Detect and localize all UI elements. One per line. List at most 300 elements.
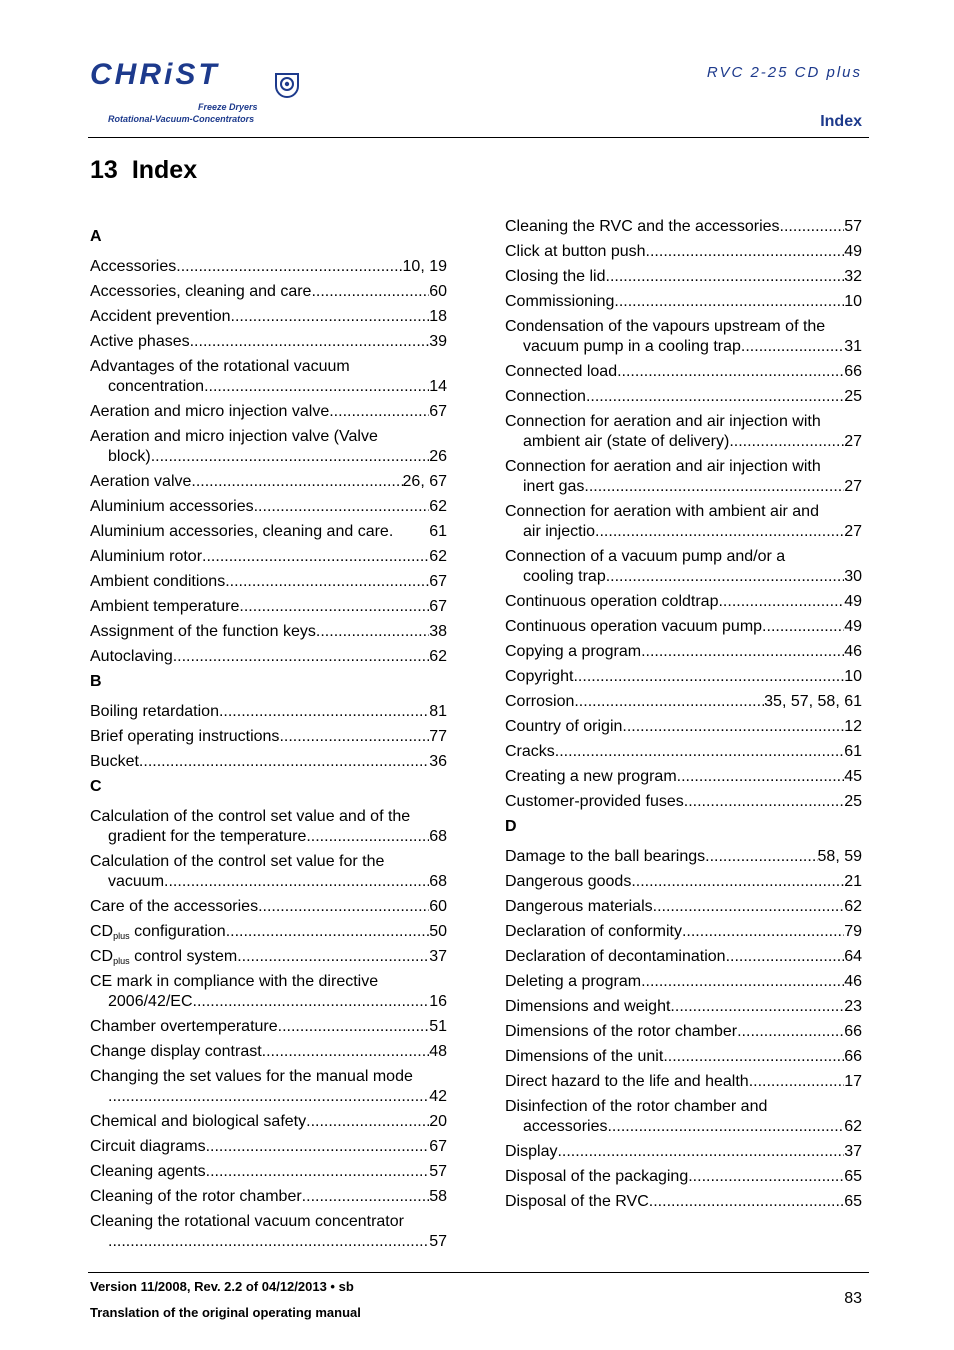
index-entry-leader [614,292,844,312]
index-entry-leader [557,1142,844,1162]
index-entry [90,972,447,1012]
logo-subtitle-rvc: Rotational-Vacuum-Concentrators [108,114,255,124]
index-entry-leader [741,337,844,357]
index-entry [505,742,862,762]
index-entry-pages: 26 [429,448,447,465]
index-entry [90,1042,447,1062]
index-entry-pages: 57 [844,218,862,235]
index-entry-label: Cleaning the rotational vacuum concentrator [90,1213,404,1230]
index-entry-label: Damage to the ball bearings [505,848,706,865]
product-name: RVC 2-25 CD plus [706,64,862,81]
index-entry [505,412,862,452]
index-entry-continuation-text: vacuum pump in a cooling trap [523,338,741,355]
index-entry [505,217,862,237]
index-entry-leader [231,307,430,327]
index-entry-label: Autoclaving [90,648,173,665]
page-number: 83 [844,1290,862,1307]
index-entry-leader [108,1087,429,1107]
index-entry-leader [151,447,430,467]
index-entry [505,1142,862,1162]
index-entry-continuation-text: gradient for the temperature [108,828,307,845]
index-entry [505,792,862,812]
index-entry-label: Changing the set values for the manual mode [90,1068,413,1085]
index-entry-leader [573,667,844,687]
index-entry-line [90,522,447,542]
index-entry-leader [306,1112,429,1132]
index-entry [90,472,447,492]
index-entry-continuation [90,1087,447,1107]
index-entry-pages: 49 [844,243,862,260]
index-entry-line [90,922,447,942]
index-entry-continuation-text: ambient air (state of delivery) [523,433,730,450]
index-entry-pages: 18 [429,308,447,325]
index-entry-line [505,792,862,812]
logo-subtitle-freeze-dryers: Freeze Dryers [198,102,258,112]
index-entry-continuation-text: accessories [523,1118,608,1135]
index-entry [90,622,447,642]
index-entry-pages: 58 [429,1188,447,1205]
index-entry-leader [204,377,429,397]
index-entry-continuation [505,1117,862,1137]
index-entry [505,922,862,942]
index-entry-pages: 30 [844,568,862,585]
index-entry-line [505,592,862,612]
index-entry-line [505,922,862,942]
christ-logo [90,58,330,124]
index-entry-line [90,257,447,277]
index-entry-label: Direct hazard to the life and health [505,1073,749,1090]
index-column-right [505,217,862,1217]
index-entry-first-line [505,317,862,337]
header-section-label: Index [820,113,862,130]
index-entry-first-line [90,807,447,827]
index-entry-pages: 66 [844,1048,862,1065]
index-entry-pages: 65 [844,1168,862,1185]
index-entry-label: Country of origin [505,718,623,735]
index-entry-label: Circuit diagrams [90,1138,206,1155]
index-entry-leader [631,872,844,892]
index-entry-line [505,897,862,917]
index-entry [505,267,862,287]
index-entry-pages: 14 [429,378,447,395]
index-entry-line [90,1137,447,1157]
index-entry-line [505,1072,862,1092]
index-entry-line [90,402,447,422]
index-entry-pages: 21 [844,873,862,890]
index-entry-line [505,742,862,762]
index-entry-label: Aeration valve [90,473,192,490]
index-entry-line [90,497,447,517]
header-divider [88,137,869,138]
index-entry-pages: 27 [844,478,862,495]
index-entry [505,1072,862,1092]
index-entry-continuation [505,337,862,357]
index-entry-pages: 49 [844,618,862,635]
index-entry-leader [726,947,845,967]
index-entry [90,807,447,847]
index-entry [505,502,862,542]
index-entry-pages: 65 [844,1193,862,1210]
index-entry-label: Copying a program [505,643,642,660]
index-entry-label-suffix: configuration [129,923,226,940]
index-entry-line [90,572,447,592]
logo-wordmark: CHRiST [90,58,220,91]
index-entry-label: Customer-provided fuses [505,793,684,810]
index-entry-label: Assignment of the function keys [90,623,316,640]
index-entry-continuation-text: inert gas [523,478,585,495]
index-entry-leader [173,647,429,667]
index-entry-pages: 66 [844,363,862,380]
chapter-number: 13 [90,156,118,184]
index-entry [90,572,447,592]
index-entry [505,667,862,687]
index-entry-leader [226,922,430,942]
index-entry-leader [279,727,429,747]
index-entry-label: Declaration of conformity [505,923,682,940]
index-entry [90,547,447,567]
index-entry-leader [206,1137,430,1157]
index-entry [90,522,447,542]
index-entry-leader [653,897,845,917]
index-entry-label: Corrosion [505,693,575,710]
index-entry-label: Disinfection of the rotor chamber and [505,1098,768,1115]
index-entry-first-line [90,427,447,447]
footer-divider [88,1272,869,1273]
index-entry-leader [239,597,429,617]
index-entry-pages: 46 [844,973,862,990]
index-entry-label: Closing the lid [505,268,606,285]
index-entry-leader [258,897,429,917]
index-entry-leader [191,472,402,492]
index-entry-pages: 62 [844,1118,862,1135]
index-entry-leader [641,972,844,992]
index-entry [505,692,862,712]
index-entry-leader [302,1187,430,1207]
chapter-title: Index [131,156,198,184]
index-entry [505,387,862,407]
index-entry [505,547,862,587]
index-entry-label: Ambient temperature [90,598,240,615]
footer-version: Version 11/2008, Rev. 2.2 of 04/12/2013 • sb [90,1279,354,1294]
index-entry-pages: 62 [429,498,447,515]
index-entry-line [505,387,862,407]
index-entry-continuation [505,522,862,542]
index-entry-label: Condensation of the vapours upstream of the [505,318,826,335]
index-entry-leader [586,387,844,407]
index-entry-label: Aeration and micro injection valve (Valve [90,428,378,445]
index-entry [90,597,447,617]
index-entry-first-line [90,1067,447,1087]
index-entry-label: Aluminium accessories [90,498,254,515]
index-entry-pages: 67 [429,573,447,590]
index-entry-pages: 48 [429,1043,447,1060]
index-entry-first-line [505,1097,862,1117]
index-entry-leader [663,1047,844,1067]
index-entry-line [90,307,447,327]
index-entry [505,947,862,967]
index-entry-pages: 57 [429,1233,447,1250]
page-header [88,52,868,138]
index-entry-label: Deleting a program [505,973,642,990]
index-letter-heading: A [90,228,102,245]
index-entry-continuation [90,872,447,892]
index-entry-first-line [90,357,447,377]
index-entry [90,1162,447,1182]
index-entry-pages: 61 [429,523,447,540]
index-entry-continuation-text: 2006/42/EC [108,993,193,1010]
index-entry-label: Brief operating instructions [90,728,280,745]
index-entry-label: Cleaning agents [90,1163,206,1180]
index-entry-pages: 36 [429,753,447,770]
index-entry [90,357,447,397]
index-entry [90,727,447,747]
index-entry-label: Dimensions of the unit [505,1048,664,1065]
index-entry-continuation [505,432,862,452]
index-entry-line [505,947,862,967]
index-entry-label: Commissioning [505,293,615,310]
index-entry-pages: 39 [429,333,447,350]
index-entry-leader [237,947,429,967]
index-entry [90,282,447,302]
index-entry-line [90,547,447,567]
index-entry-label: $CD_{plus}$ control system [90,948,238,966]
index-entry-first-line [505,412,862,432]
index-entry-label: Accident prevention [90,308,231,325]
index-entry [90,702,447,722]
index-entry-pages: 26, 67 [402,473,447,490]
index-entry-label: Aluminium rotor [90,548,203,565]
index-entry [90,427,447,467]
index-entry-line [505,667,862,687]
index-entry [505,1097,862,1137]
index-entry-line [505,872,862,892]
index-entry-pages: 67 [429,598,447,615]
index-entry-line [505,362,862,382]
index-entry [90,1112,447,1132]
index-entry [90,647,447,667]
index-entry-line [90,1112,447,1132]
index-entry-line [90,1017,447,1037]
index-entry-label: CE mark in compliance with the directive [90,973,379,990]
index-entry-leader [574,692,764,712]
index-entry-pages: 45 [844,768,862,785]
index-entry [505,767,862,787]
index-entry-leader [306,827,429,847]
index-entry [90,1137,447,1157]
index-entry-line [90,597,447,617]
index-entry-pages: 67 [429,1138,447,1155]
index-entry-label: Boiling retardation [90,703,219,720]
index-entry [90,1067,447,1107]
index-entry [505,292,862,312]
index-entry-continuation-text: block) [108,448,151,465]
index-entry-label: Chamber overtemperature [90,1018,278,1035]
index-entry-leader [688,1167,844,1187]
index-entry-line [90,332,447,352]
index-entry-pages: 62 [429,648,447,665]
index-entry-leader [606,567,844,587]
index-entry [505,457,862,497]
index-entry-leader [329,402,429,422]
index-entry [505,872,862,892]
index-entry-continuation-text: vacuum [108,873,165,890]
index-entry-line [505,242,862,262]
index-entry-label: Copyright [505,668,574,685]
index-entry-line [505,717,862,737]
logo-emblem-icon [274,72,300,98]
index-entry-label: Ambient conditions [90,573,226,590]
index-entry-leader [584,477,844,497]
index-entry-continuation [90,992,447,1012]
index-entry-leader [193,992,430,1012]
index-entry-leader [555,742,844,762]
index-entry-label: Display [505,1143,558,1160]
index-entry-pages: 32 [844,268,862,285]
index-entry-label: Click at button push [505,243,646,260]
index-entry-label: Continuous operation vacuum pump [505,618,763,635]
index-entry-label: Continuous operation coldtrap [505,593,719,610]
index-entry-line [505,1167,862,1187]
index-entry-continuation-text: air injectio [523,523,596,540]
index-entry-pages: 81 [429,703,447,720]
index-entry-label: Creating a new program [505,768,677,785]
index-entry-label: Connection [505,388,586,405]
index-entry-pages: 38 [429,623,447,640]
index-column-left [90,222,447,1257]
index-entry-line [505,1047,862,1067]
index-entry-pages: 25 [844,793,862,810]
index-entry-label: Connection for aeration with ambient air and [505,503,819,520]
index-entry [90,332,447,352]
index-entry-label: Cleaning the RVC and the accessories [505,218,780,235]
index-entry-subscript: plus [113,931,130,941]
index-entry-pages: 60 [429,283,447,300]
index-entry-pages: 68 [429,873,447,890]
index-entry [505,617,862,637]
index-entry-line [90,622,447,642]
index-entry-leader [617,362,844,382]
index-entry-pages: 25 [844,388,862,405]
index-entry-line [505,267,862,287]
index-entry-pages: 10 [844,668,862,685]
index-letter-heading: C [90,778,102,795]
index-letter-heading: D [505,818,517,835]
index-entry-leader [206,1162,430,1182]
index-entry-pages: 23 [844,998,862,1015]
index-entry-leader [225,572,429,592]
index-entry-continuation [90,1232,447,1252]
index-entry-line [90,727,447,747]
index-entry-label: Calculation of the control set value and of the [90,808,411,825]
index-entry [505,717,862,737]
index-entry-label: Aeration and micro injection valve [90,403,330,420]
index-entry-first-line [90,972,447,992]
index-entry-continuation [505,477,862,497]
index-entry-label: Aluminium accessories, cleaning and care. [90,523,394,540]
index-entry-leader [677,767,845,787]
index-entry-leader [262,1042,430,1062]
index-entry-leader [670,997,844,1017]
index-entry-label: Accessories [90,258,177,275]
index-entry-label: Connection for aeration and air injection with [505,413,821,430]
index-entry-label: Calculation of the control set value for the [90,853,385,870]
index-entry-leader [606,267,845,287]
index-entry-pages: 20 [429,1113,447,1130]
index-entry-continuation-text: concentration [108,378,205,395]
index-entry-leader [718,592,844,612]
index-entry-leader [684,792,844,812]
index-entry [90,1187,447,1207]
index-entry [505,642,862,662]
index-entry-line [505,1022,862,1042]
index-entry-first-line [505,547,862,567]
index-entry-leader [737,1022,844,1042]
index-entry-line [505,617,862,637]
index-entry-label-suffix: control system [129,948,238,965]
index-entry [90,307,447,327]
index-entry-leader [219,702,429,722]
index-entry-leader [595,522,844,542]
index-entry-label: Care of the accessories [90,898,259,915]
index-entry-label: Cleaning of the rotor chamber [90,1188,302,1205]
index-entry [90,402,447,422]
index-entry-label: Declaration of decontamination [505,948,726,965]
index-entry-leader [316,622,429,642]
index-entry-line [90,947,447,967]
index-entry-first-line [505,502,862,522]
index-entry [90,752,447,772]
index-entry-continuation [90,377,447,397]
index-entry [505,1192,862,1212]
index-entry-first-line [90,852,447,872]
index-entry [90,947,447,967]
index-entry [90,897,447,917]
index-entry-continuation [90,827,447,847]
index-entry-leader [780,217,845,237]
index-entry-label: Chemical and biological safety [90,1113,307,1130]
index-entry-pages: 60 [429,898,447,915]
index-entry-label: Dangerous goods [505,873,632,890]
index-entry-line [505,1192,862,1212]
index-entry-pages: 50 [429,923,447,940]
index-entry [505,592,862,612]
index-entry-line [90,702,447,722]
index-entry [90,852,447,892]
index-entry-pages: 27 [844,523,862,540]
index-entry-line [90,1042,447,1062]
index-entry-line [505,217,862,237]
index-entry-pages: 31 [844,338,862,355]
index-entry-pages: 12 [844,718,862,735]
index-entry [505,362,862,382]
index-entry [90,257,447,277]
index-entry-leader [311,282,429,302]
index-entry [505,1167,862,1187]
index-entry-line [505,767,862,787]
index-entry-line [505,1142,862,1162]
index-entry-pages: 58, 59 [817,848,862,865]
index-entry-line [505,997,862,1017]
index-entry-leader [176,257,402,277]
index-entry-line [505,847,862,867]
index-entry-line [90,1162,447,1182]
index-entry-pages: 27 [844,433,862,450]
index-entry-leader [622,717,844,737]
index-entry-first-line [90,1212,447,1232]
index-entry [505,897,862,917]
index-entry-pages: 62 [429,548,447,565]
index-entry [505,1047,862,1067]
